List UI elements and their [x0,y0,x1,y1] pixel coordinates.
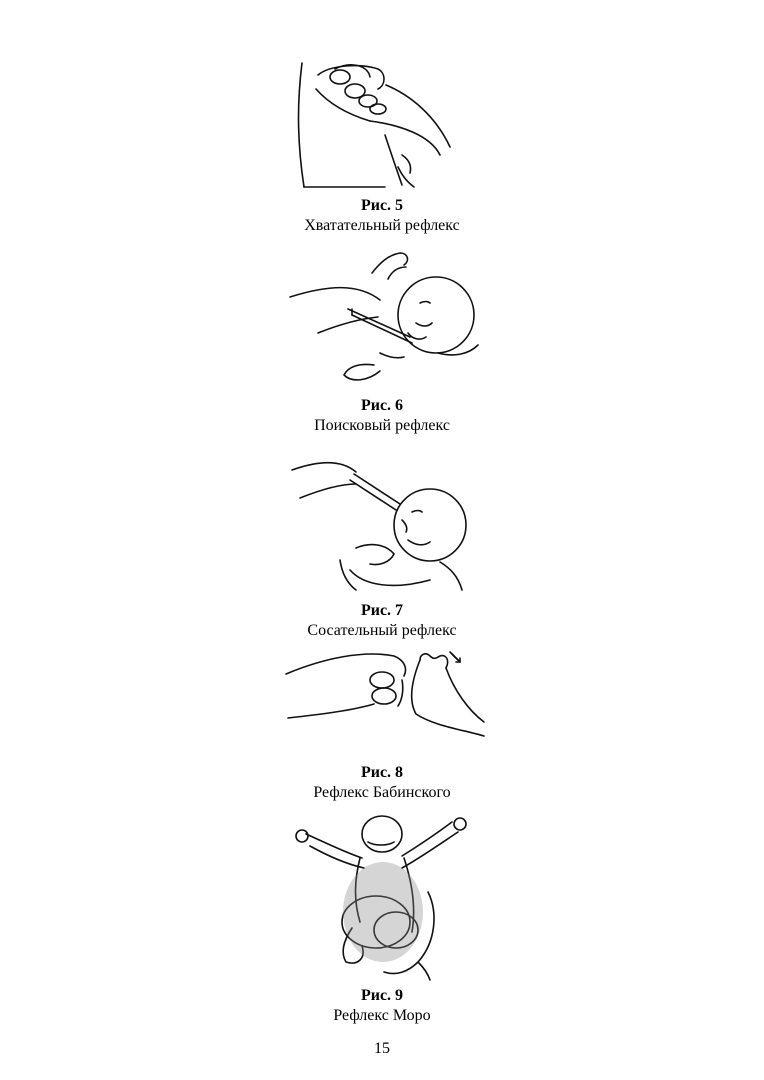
sucking-reflex-illustration [290,450,470,595]
figure-9-number: Рис. 9 [360,987,404,1004]
page-number: 15 [374,1040,390,1057]
figure-9-title: Рефлекс Моро [333,1007,431,1024]
figure-7-title: Сосательный рефлекс [307,622,457,639]
figure-8-number: Рис. 8 [360,764,404,781]
figure-5-title: Хватательный рефлекс [304,217,460,234]
grasping-reflex-illustration [290,55,460,195]
rooting-reflex-illustration [288,245,488,385]
moro-reflex-illustration [288,812,478,982]
figure-7-number: Рис. 7 [360,602,404,619]
figure-6-title: Поисковый рефлекс [314,417,450,434]
babinski-reflex-illustration [284,640,489,740]
figure-5-number: Рис. 5 [360,197,404,214]
figure-6-number: Рис. 6 [360,397,404,414]
figure-8-title: Рефлекс Бабинского [313,784,451,801]
